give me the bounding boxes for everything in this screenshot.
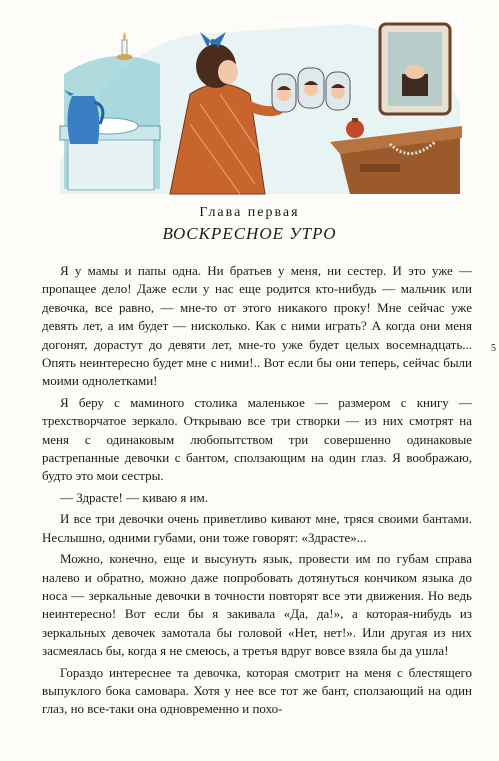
chapter-title: ВОСКРЕСНОЕ УТРО [162, 224, 337, 243]
page-number: 5 [491, 343, 496, 354]
paragraph: Гораздо интереснее та девочка, которая смотрит на меня с блестящего выпуклого бока самовара. Хотя у нее все тот же бант, сползающий на один глаз, но все-таки она одновременно и похо- [42, 664, 472, 717]
trifold-mirror [272, 68, 350, 112]
paragraph: Я беру с маминого столика маленькое — размером с книгу — трехстворчатое зеркало. Открываю все три створки — из них смотрят на меня с одинаковым любопытством три совершенно одинаковые растрепанные девочки с бантом, сползающим на один глаз. Я воображаю, будто это мои сестры. [42, 394, 472, 484]
chapter-label: Глава первая [199, 205, 300, 220]
paragraph: — Здрасте! — киваю я им. [60, 489, 209, 505]
paragraph: Я у мамы и папы одна. Ни братьев у меня, ни сестер. И это уже — пропащее дело! Даже если у нас еще родится кто-нибудь — мальчик или девочка, все равно, — мне-то от этого никакого проку! Мне сейчас уже девять лет, а им будет — нисколько. Как с ними играть? А когда они меня догонят, дорастут до девяти лет, мне-то уже будет целых восемнадцать... Опять неинтересно будет мне с ними!.. Вот если бы они теперь, сейчас были моими однолетками! [42, 263, 472, 389]
body-text [42, 262, 472, 722]
paragraph: И все три девочки очень приветливо кивают мне, тряся своими бантами. Неслышно, одними губами, они тоже говорят: «Здрасте»... [42, 511, 472, 545]
paragraph: Можно, конечно, еще и высунуть язык, провести им по губам справа налево и обратно, можно даже попробовать дотянуться кончиком языка до носа — зеркальные девочки в точности повторят все эти движения. Но ведь неинтересно! Вот если бы я закивала «Да, да!», а которая-нибудь из зеркальных девочек замотала бы головой «Нет, нет!». Или другая из них засмеялась бы, когда я не смеюсь, а третья вдруг вовсе взяла бы да ушла! [42, 551, 472, 659]
chapter-illustration [50, 14, 470, 200]
